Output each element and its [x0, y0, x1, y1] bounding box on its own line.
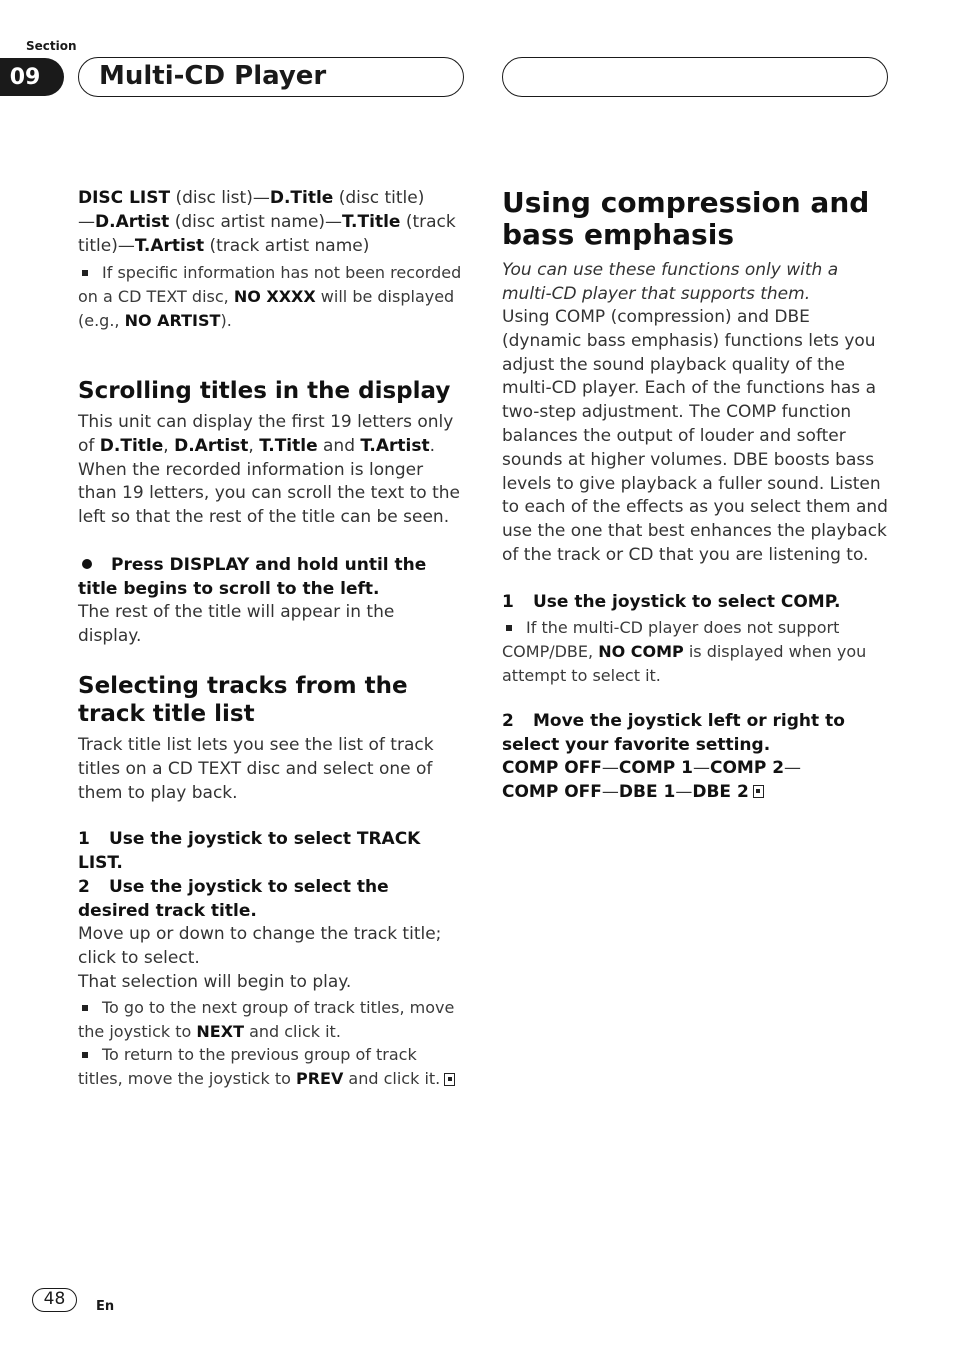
instruction-press-display — [78, 554, 462, 602]
end-mark-icon — [444, 1073, 455, 1086]
t-artist-term: T.Artist — [360, 435, 430, 456]
step-2-body-line2: That selection will begin to play. — [78, 971, 352, 992]
disc-list-term: DISC LIST — [78, 188, 171, 208]
t-title-term: T.Title — [342, 211, 401, 232]
chapter-title: Multi-CD Player — [78, 57, 464, 97]
compression-body: Using COMP (compression) and DBE (dynamic bass emphasis) functions lets you adjust the sound playback quality of the multi-CD player. Each of the functions has a two-step adjustment. The COMP function balances the output of louder and softer sounds at higher volumes. DBE boosts bass levels to give playback a fuller sound. Listen to each of the effects as you select them and use the one that best enhances the playback of the track or CD that you are listening to. — [502, 307, 888, 565]
t-artist-term: T.Artist — [134, 235, 205, 256]
dash: — — [78, 211, 95, 232]
note-text: To go to the next group of track titles, move the joystick to — [78, 998, 455, 1041]
comp-step-2 — [502, 710, 890, 758]
note-no-comp — [502, 616, 890, 687]
section-label: Section — [26, 39, 77, 53]
step-number: 1 — [78, 829, 90, 849]
tracks-intro: Track title list lets you see the list of track titles on a CD TEXT disc and select one of them to play back. — [78, 735, 434, 803]
d-artist-term: D.Artist — [95, 211, 170, 232]
dash: — — [784, 758, 802, 778]
d-title-term: D.Title — [99, 435, 164, 456]
note-text-mid: will be displayed (e.g., — [78, 286, 455, 330]
language-label: En — [96, 1299, 115, 1314]
note-text-end: and click it. — [243, 1021, 341, 1041]
no-xxxx-term: NO XXXX — [233, 286, 316, 306]
dash: — — [601, 758, 619, 778]
step-number: 2 — [78, 877, 90, 897]
step-text: Move the joystick left or right to select your favorite setting. — [502, 711, 845, 755]
d-title-desc: (disc title) — [333, 188, 425, 208]
compression-intro: You can use these functions only with a multi-CD player that supports them. — [502, 260, 839, 304]
next-term: NEXT — [196, 1021, 244, 1041]
note-bullet-icon — [82, 1052, 88, 1058]
note-text-end: ). — [220, 310, 232, 330]
note-bullet-icon — [506, 625, 512, 631]
instruction-result: The rest of the title will appear in the display. — [78, 602, 395, 646]
step-text: Use the joystick to select TRACK LIST. — [78, 829, 421, 873]
dbe-1-term: DBE 1 — [618, 781, 676, 802]
step-number: 2 — [502, 711, 514, 731]
note-text-end: is displayed when you attempt to select it. — [502, 641, 867, 685]
header-blank-pill — [502, 57, 888, 97]
comp-off-term: COMP OFF — [502, 781, 602, 802]
dash: — — [675, 781, 693, 802]
scroll-text: This unit can display the first 19 letters only of — [78, 412, 454, 456]
step-2-body — [78, 923, 462, 994]
note-text-end: and click it. — [343, 1068, 441, 1088]
disc-list-sequence — [78, 187, 462, 258]
section-number-tab: 09 — [0, 58, 64, 96]
d-title-term: D.Title — [269, 188, 334, 208]
note-text: If specific information has not been recorded on a CD TEXT disc, — [78, 263, 462, 306]
heading-scrolling-titles: Scrolling titles in the display — [78, 378, 451, 404]
and-text: and — [317, 435, 361, 456]
d-artist-desc: (disc artist name)— — [169, 211, 343, 232]
instruction-text: Press DISPLAY and hold until the title begins to scroll to the left. — [78, 555, 427, 599]
t-artist-desc: (track artist name) — [204, 235, 370, 256]
note-no-info — [78, 261, 462, 332]
page-number: 48 — [32, 1288, 77, 1312]
tracks-step-1 — [78, 828, 462, 876]
scroll-text-end: . When the recorded information is longer than 19 letters, you can scroll the text to the left so that the rest of the title can be seen. — [78, 435, 460, 528]
disc-list-desc: (disc list)— — [170, 188, 270, 208]
no-artist-term: NO ARTIST — [124, 310, 221, 330]
note-text: To return to the previous group of track titles, move the joystick to — [78, 1045, 417, 1088]
comp-step-1 — [502, 591, 890, 615]
comp-dbe-sequence — [502, 757, 890, 805]
scroll-description — [78, 411, 462, 530]
t-title-desc: (track — [400, 211, 456, 232]
step-2-body-line1: Move up or down to change the track title; click to select. — [78, 924, 442, 968]
comp-2-term: COMP 2 — [709, 758, 785, 778]
dbe-2-term: DBE 2 — [692, 781, 749, 802]
tracks-step-2 — [78, 876, 462, 924]
bullet-dot-icon — [82, 559, 92, 569]
heading-selecting-tracks: Selecting tracks from the track title list — [78, 673, 408, 727]
comp-off-term: COMP OFF — [502, 758, 602, 778]
d-artist-term: D.Artist — [174, 435, 249, 456]
step-text: Use the joystick to select the desired track title. — [78, 877, 389, 921]
comp-1-term: COMP 1 — [618, 758, 693, 778]
step-number: 1 — [502, 592, 514, 612]
note-bullet-icon — [82, 270, 88, 276]
step-text: Use the joystick to select COMP. — [533, 592, 841, 612]
end-mark-icon — [753, 785, 764, 798]
note-bullet-icon — [82, 1005, 88, 1011]
no-comp-term: NO COMP — [598, 641, 684, 661]
dash: — — [692, 758, 710, 778]
prev-term: PREV — [295, 1068, 344, 1088]
dash: — — [601, 781, 619, 802]
comma: , — [248, 435, 260, 456]
comma: , — [163, 435, 175, 456]
note-text: If the multi-CD player does not support COMP/DBE, — [502, 618, 840, 661]
t-title-term: T.Title — [259, 435, 318, 456]
t-title-desc-cont: title)— — [78, 235, 135, 256]
note-prev — [78, 1043, 462, 1091]
note-next — [78, 996, 462, 1044]
heading-compression-bass: Using compression and bass emphasis — [502, 186, 870, 251]
